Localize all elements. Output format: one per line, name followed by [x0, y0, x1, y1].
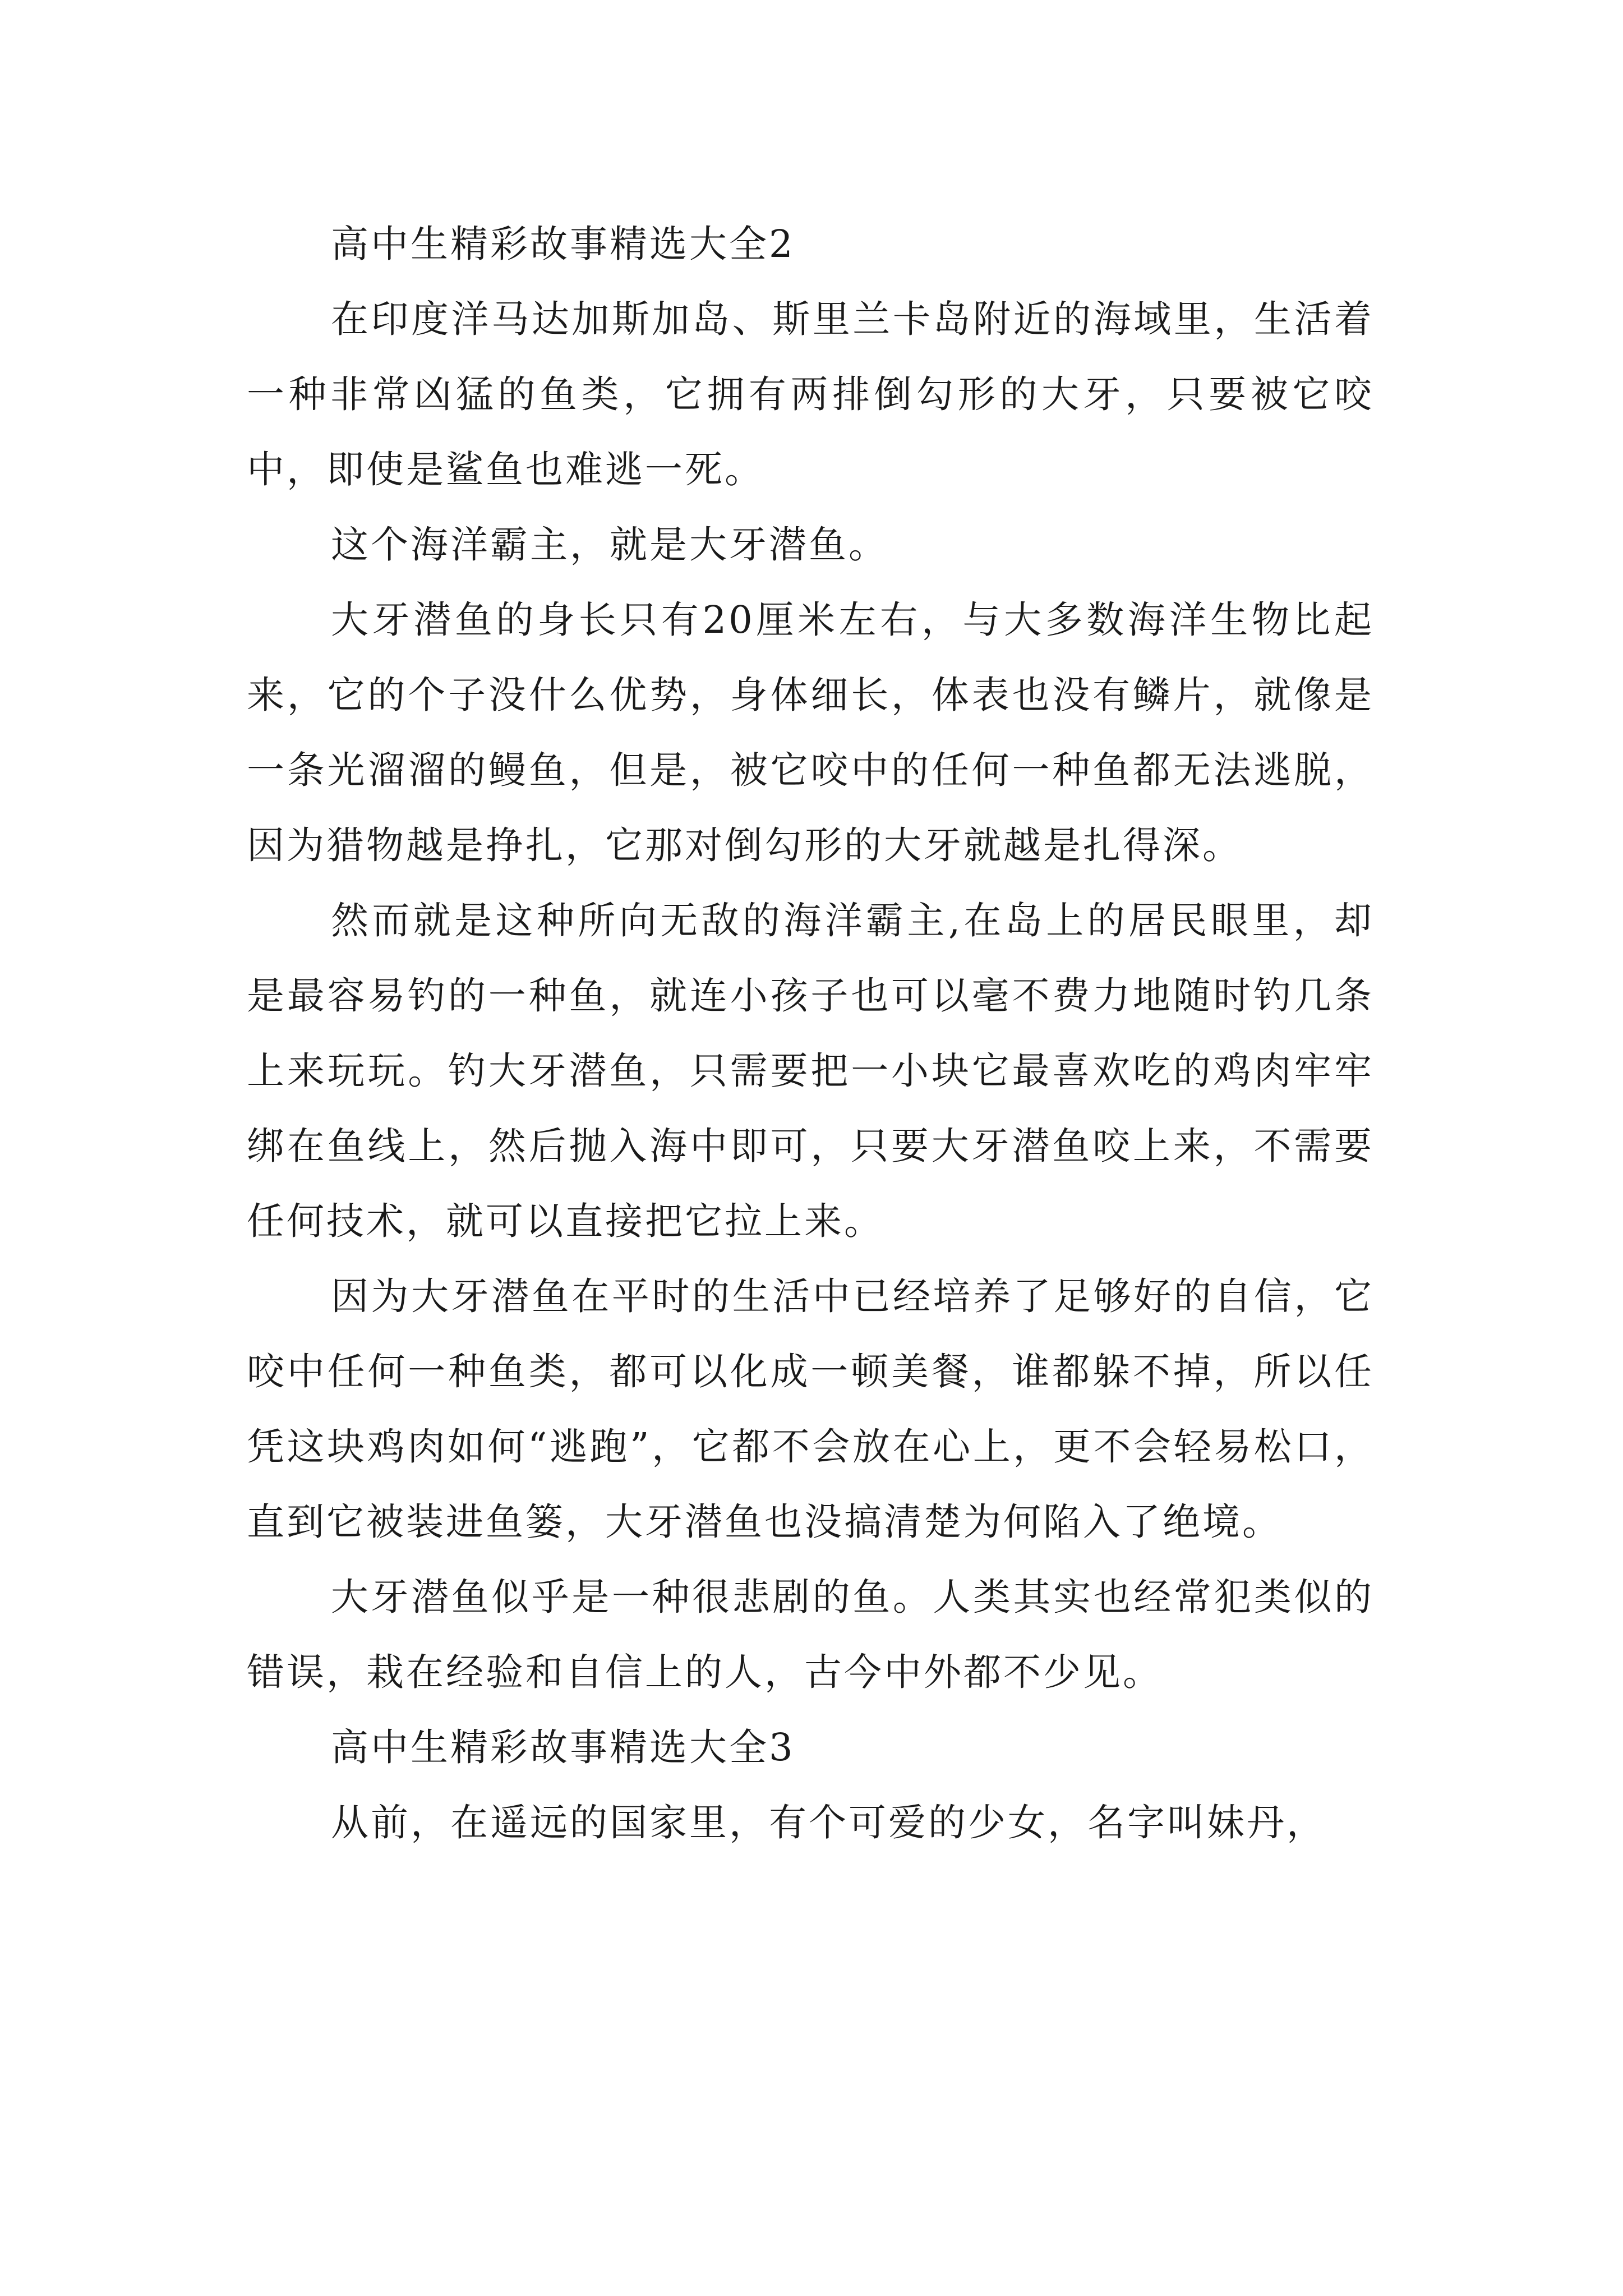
section-heading-3: 高中生精彩故事精选大全3 — [331, 1726, 795, 1769]
paragraph-ocean-overlord: 这个海洋霸主，就是大牙潜鱼。 — [331, 523, 888, 567]
document-body — [247, 206, 1374, 1860]
paragraph-lesson: 大牙潜鱼似乎是一种很悲剧的鱼。人类其实也经常犯类似的错误，栽在经验和自信上的人，古今中外都不少见。 — [247, 1575, 1374, 1694]
paragraph-description: 大牙潜鱼的身长只有20厘米左右，与大多数海洋生物比起来，它的个子没什么优势，身体细长，体表也没有鳞片，就像是一条光溜溜的鳗鱼，但是，被它咬中的任何一种鱼都无法逃脱，因为猎物越是挣扎，它那对倒勾形的大牙就越是扎得深。 — [247, 598, 1374, 867]
paragraph-story-3-start: 从前，在遥远的国家里，有个可爱的少女，名字叫妹丹， — [331, 1801, 1326, 1844]
paragraph-fishing: 然而就是这种所向无敌的海洋霸主,在岛上的居民眼里，却是最容易钓的一种鱼，就连小孩子也可以毫不费力地随时钓几条上来玩玩。钓大牙潜鱼，只需要把一小块它最喜欢吃的鸡肉牢牢绑在鱼线上，然后抛入海中即可，只要大牙潜鱼咬上来，不需要任何技术，就可以直接把它拉上来。 — [247, 899, 1374, 1243]
paragraph-intro: 在印度洋马达加斯加岛、斯里兰卡岛附近的海域里，生活着一种非常凶猛的鱼类，它拥有两排倒勾形的大牙，只要被它咬中，即使是鲨鱼也难逃一死。 — [247, 297, 1374, 491]
section-heading-2: 高中生精彩故事精选大全2 — [331, 222, 795, 266]
paragraph-confidence: 因为大牙潜鱼在平时的生活中已经培养了足够好的自信，它咬中任何一种鱼类，都可以化成一顿美餐，谁都躲不掉，所以任凭这块鸡肉如何“逃跑”，它都不会放在心上，更不会轻易松口，直到它被装进鱼篓，大牙潜鱼也没搞清楚为何陷入了绝境。 — [247, 1274, 1374, 1544]
